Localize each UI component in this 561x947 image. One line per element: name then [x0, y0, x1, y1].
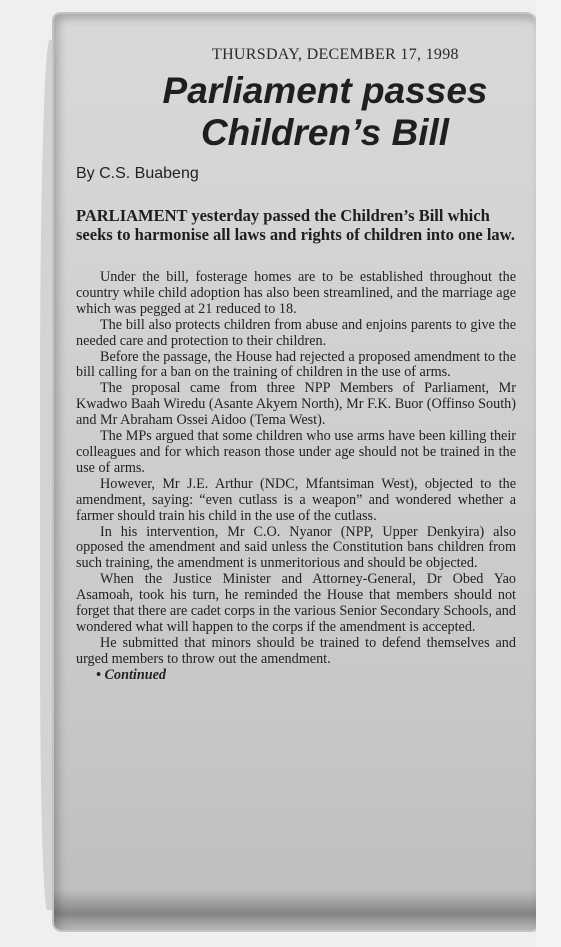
- headline-line-2: Children’s Bill: [200, 112, 450, 153]
- photo-margin: [536, 0, 561, 947]
- paper-bottom-shadow: [54, 890, 536, 930]
- body-paragraph: In his intervention, Mr C.O. Nyanor (NPP, Upper Denkyira) also opposed the amendment and said unless the Constitution bans children from such training, the amendment is unmeritorious and should be objected.: [76, 523, 516, 572]
- body-paragraph: However, Mr J.E. Arthur (NDC, Mfantsiman West), objected to the amendment, saying: “even cutlass is a weapon” and wondered whether a farmer should train his child in the use of the cutlass.: [76, 475, 516, 524]
- body-paragraph: The bill also protects children from abuse and enjoins parents to give the needed care and protection to their children.: [76, 316, 516, 349]
- lead-paragraph: PARLIAMENT yesterday passed the Children’s Bill which seeks to harmonise all laws and rights of children into one law.: [76, 206, 515, 244]
- dateline: THURSDAY, DECEMBER 17, 1998: [212, 46, 459, 63]
- body-paragraph: He submitted that minors should be trained to defend themselves and urged members to throw out the amendment.: [76, 634, 516, 667]
- article-body: [76, 270, 516, 684]
- body-paragraph: The proposal came from three NPP Members of Parliament, Mr Kwadwo Baah Wiredu (Asante Akyem North), Mr F.K. Buor (Offinso South) and Mr Abraham Ossei Aidoo (Tema West).: [76, 380, 516, 429]
- body-paragraph: When the Justice Minister and Attorney-General, Dr Obed Yao Asamoah, took his turn, he reminded the House that members should not forget that there are cadet corps in the various Senior Secondary Schools, and wondered what will happen to the corps if the amendment is accepted.: [76, 571, 516, 635]
- body-paragraph: Before the passage, the House had rejected a proposed amendment to the bill calling for a ban on the training of children in the use of arms.: [76, 348, 516, 381]
- byline: By C.S. Buabeng: [76, 165, 199, 182]
- continued-label: • Continued: [96, 666, 167, 683]
- headline: [120, 70, 530, 154]
- headline-line-1: Parliament passes: [162, 70, 488, 111]
- body-paragraph: The MPs argued that some children who use arms have been killing their colleagues and for which reason those under age should not be trained in the use of arms.: [76, 428, 516, 476]
- body-paragraph: Under the bill, fosterage homes are to be established throughout the country while child adoption has also been streamlined, and the marriage age which was pegged at 21 reduced to 18.: [76, 269, 516, 317]
